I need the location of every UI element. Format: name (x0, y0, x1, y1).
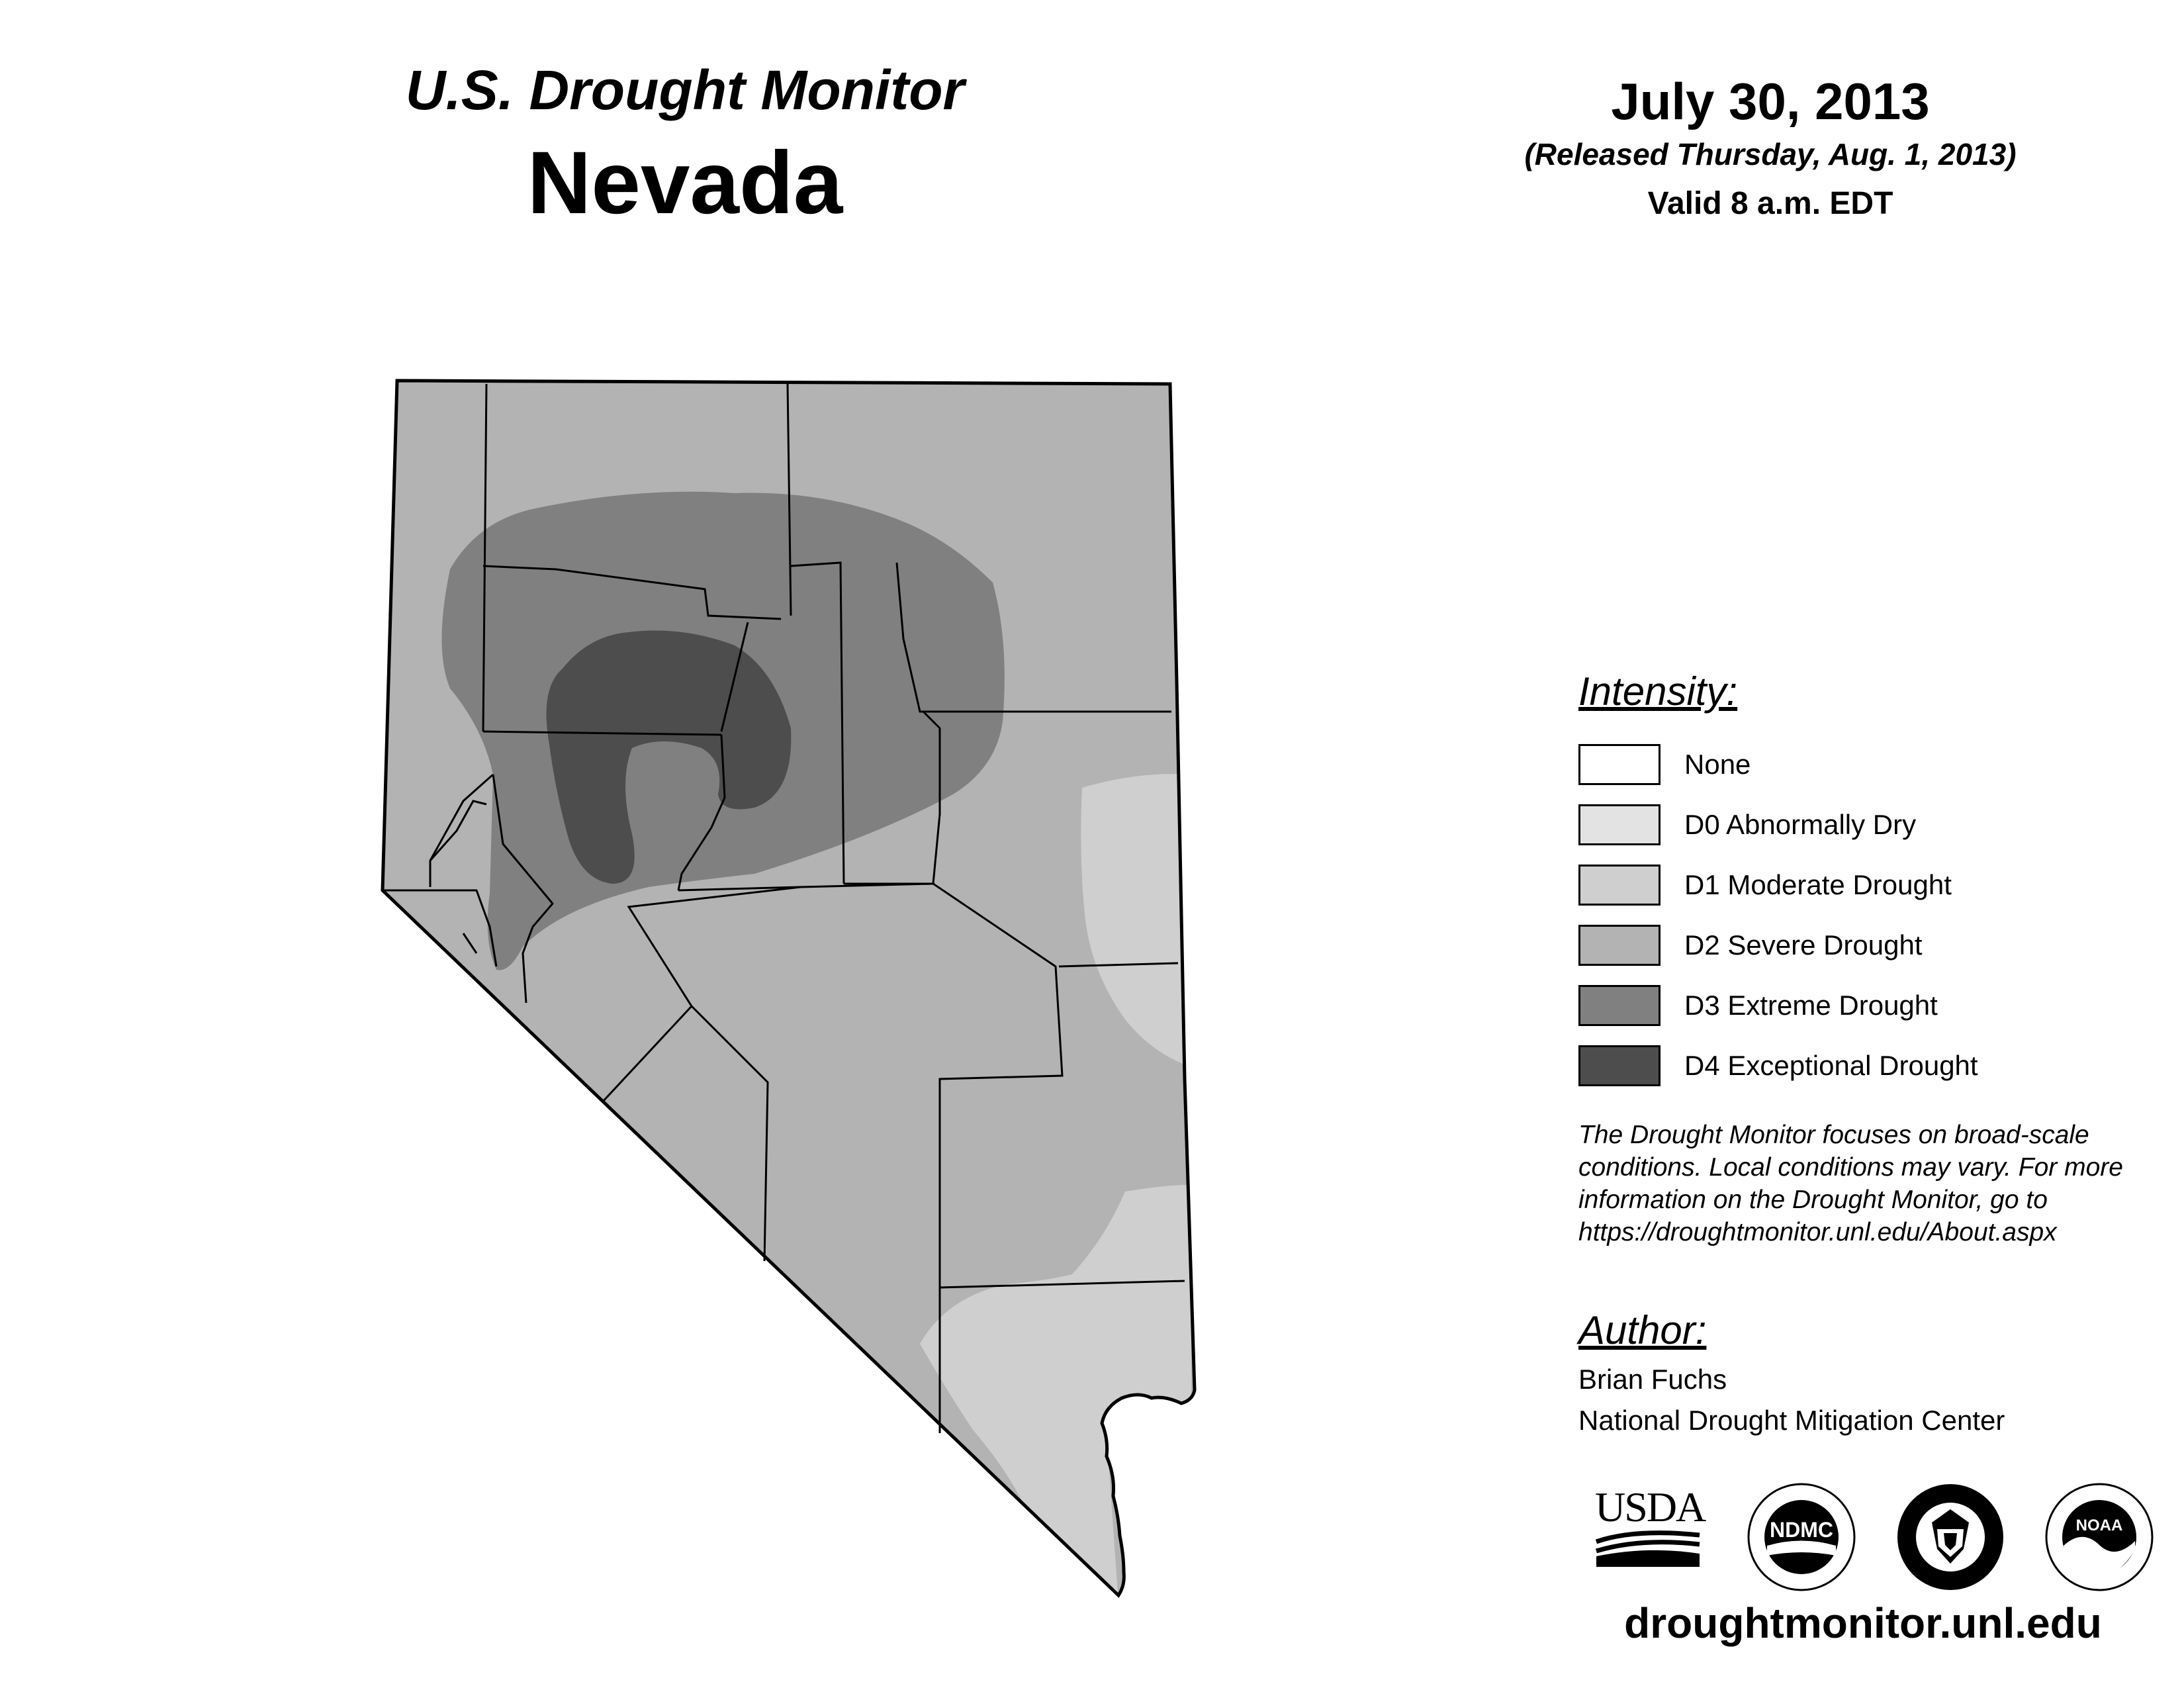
noaa-logo (2045, 1483, 2154, 1592)
legend-item-d4 (1578, 1035, 2174, 1096)
author-heading: Author: (1578, 1308, 1707, 1352)
legend-swatch (1578, 1045, 1661, 1086)
department-of-commerce-logo (1896, 1483, 2005, 1592)
legend-item-d3 (1578, 975, 2174, 1035)
legend-label: D1 Moderate Drought (1684, 868, 1952, 900)
disclaimer-text: The Drought Monitor focuses on broad-scale conditions. Local conditions may vary. For more information on the Drought Monitor, go to https://droughtmonitor.unl.edu/About.aspx (1578, 1121, 2123, 1246)
valid-time: Valid 8 a.m. EDT (1647, 186, 1893, 221)
legend-swatch (1578, 925, 1661, 966)
legend-item-d2 (1578, 915, 2174, 975)
ndmc-logo (1747, 1483, 1856, 1592)
map-title: U.S. Drought Monitor (405, 59, 965, 121)
drought-areas (331, 331, 1257, 1655)
map-date: July 30, 2013 (1611, 72, 1930, 130)
legend-swatch (1578, 744, 1661, 785)
usda-hills-icon (1595, 1528, 1701, 1568)
ndmc-logo-text: NDMC (1770, 1518, 1833, 1542)
legend-swatch (1578, 985, 1661, 1026)
noaa-logo-text: NOAA (2075, 1517, 2123, 1534)
legend-label: D2 Severe Drought (1684, 929, 1923, 961)
legend-label: D0 Abnormally Dry (1684, 808, 1917, 840)
author-organization: National Drought Mitigation Center (1578, 1405, 2005, 1436)
author-name: Brian Fuchs (1578, 1364, 1727, 1395)
legend-item-none (1578, 734, 2174, 794)
legend-item-d1 (1578, 855, 2174, 915)
legend-title: Intensity: (1578, 669, 1738, 714)
legend-label: D3 Extreme Drought (1684, 989, 1938, 1021)
legend-label: D4 Exceptional Drought (1684, 1049, 1978, 1081)
website-url[interactable]: droughtmonitor.unl.edu (1624, 1599, 2102, 1647)
legend (1578, 669, 2174, 1096)
release-date: (Released Thursday, Aug. 1, 2013) (1524, 137, 2017, 171)
legend-swatch (1578, 804, 1661, 845)
state-name: Nevada (527, 134, 843, 232)
legend-label: None (1684, 748, 1751, 780)
legend-item-d0 (1578, 794, 2174, 855)
usda-logo-text: USDA (1595, 1483, 1706, 1530)
usda-logo (1595, 1483, 1706, 1566)
legend-swatch (1578, 865, 1661, 906)
